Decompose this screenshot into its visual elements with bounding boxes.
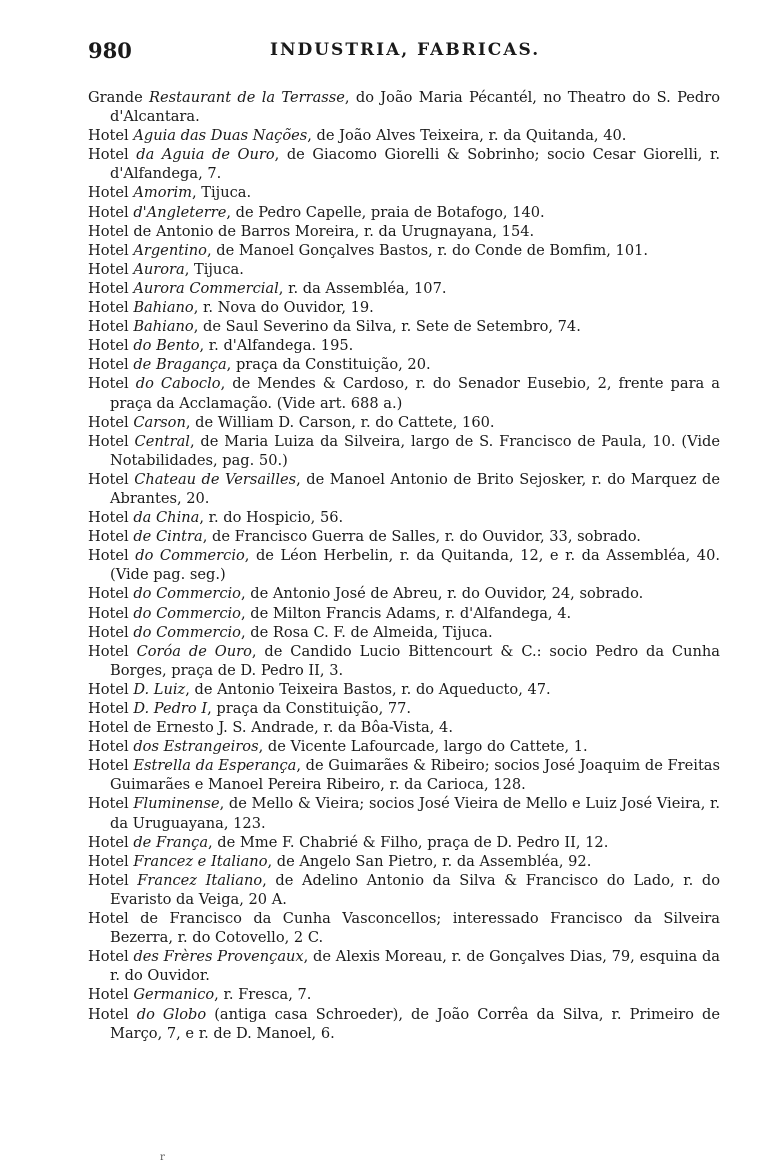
entry-details: , do João Maria Pécantél, no Theatro do S. Pedro d'Alcantara.: [110, 89, 720, 126]
list-item: [88, 508, 720, 527]
hotel-entry-list: [88, 88, 720, 1043]
entry-lead: Hotel: [88, 279, 134, 297]
entry-lead: Hotel: [88, 623, 134, 641]
entry-lead: Hotel: [88, 299, 134, 317]
list-item: [88, 260, 720, 279]
establishment-name: Restaurant de la Terrasse: [149, 89, 345, 106]
entry-details: , Tijuca.: [184, 260, 244, 278]
entry-lead: Hotel: [88, 871, 138, 889]
entry-lead: Hotel: [88, 470, 135, 488]
establishment-name: do Commercio: [133, 623, 241, 641]
list-item: [88, 413, 720, 432]
entry-details: , de Milton Francis Adams, r. d'Alfandega, 4.: [240, 604, 572, 622]
establishment-name: d'Angleterre: [133, 203, 227, 221]
entry-lead: Grande: [88, 89, 150, 106]
establishment-name: dos Estrangeiros: [133, 738, 259, 756]
establishment-name: Francez e Italiano: [133, 852, 268, 870]
list-item: [88, 756, 720, 794]
list-item: [88, 470, 720, 508]
entry-lead: Hotel: [88, 833, 134, 851]
list-item: [88, 355, 720, 374]
establishment-name: Bahiano: [133, 299, 194, 317]
establishment-name: Bahiano: [133, 318, 194, 336]
list-item: [88, 298, 720, 317]
list-item: [88, 680, 720, 699]
running-title: INDUSTRIA, FABRICAS.: [270, 40, 541, 60]
entry-lead: Hotel: [88, 184, 134, 202]
list-item: [88, 145, 720, 183]
entry-details: , de Mello & Vieira; socios José Vieira de Mello e Luiz José Vieira, r. da Uruguayana, 123.: [110, 795, 720, 832]
entry-lead: Hotel: [88, 375, 136, 393]
establishment-name: des Frères Provençaux: [133, 948, 304, 966]
list-item: [88, 336, 720, 355]
list-item: [88, 871, 720, 909]
entry-lead: Hotel: [88, 337, 134, 355]
entry-details: , de Adelino Antonio da Silva & Francisco do Lado, r. do Evaristo da Veiga, 20 A.: [110, 871, 721, 908]
list-item: [88, 623, 720, 642]
entry-details: , r. da Assembléa, 107.: [278, 279, 447, 297]
entry-lead: Hotel: [88, 356, 134, 374]
entry-details: , de Angelo San Pietro, r. da Assembléa, 92.: [267, 852, 592, 870]
list-item: [88, 604, 720, 623]
establishment-name: Chateau de Versailles: [134, 470, 297, 488]
entry-lead: Hotel: [88, 432, 135, 450]
establishment-name: da Aguia de Ouro: [136, 146, 275, 164]
entry-details: , de Antonio José de Abreu, r. do Ouvidor, 24, sobrado.: [240, 585, 644, 603]
entry-lead: Hotel: [88, 127, 134, 145]
list-item: [88, 374, 720, 412]
entry-lead: Hotel: [88, 757, 134, 775]
list-item: [88, 279, 720, 298]
entry-lead: Hotel: [88, 738, 134, 756]
entry-details: , praça da Constituição, 20.: [226, 356, 431, 374]
establishment-name: Francez Italiano: [137, 871, 263, 889]
list-item: [88, 947, 720, 985]
list-item: [88, 546, 720, 584]
entry-lead: Hotel: [88, 604, 134, 622]
entry-details: , de Manoel Antonio de Brito Sejosker, r. do Marquez de Abrantes, 20.: [110, 470, 720, 507]
list-item: [88, 222, 720, 241]
establishment-name: do Commercio: [133, 604, 241, 622]
entry-details: , de Alexis Moreau, r. de Gonçalves Dias, 79, esquina da r. do Ouvidor.: [110, 948, 721, 985]
list-item: [88, 317, 720, 336]
establishment-name: de França: [133, 833, 209, 851]
entry-lead: Hotel: [88, 852, 134, 870]
entry-lead: Hotel: [88, 986, 134, 1004]
entry-lead: Hotel: [88, 203, 134, 221]
list-item: [88, 527, 720, 546]
entry-lead: Hotel de Ernesto J. S. Andrade, r. da Bôa-Vista, 4.: [88, 719, 453, 737]
establishment-name: Amorim: [133, 184, 192, 202]
list-item: [88, 794, 720, 832]
entry-details: , de Léon Herbelin, r. da Quitanda, 12, e r. da Assembléa, 40. (Vide pag. seg.): [110, 547, 720, 584]
entry-lead: Hotel: [88, 680, 134, 698]
entry-lead: Hotel: [88, 795, 134, 813]
establishment-name: do Caboclo: [135, 375, 221, 393]
entry-details: , r. Nova do Ouvidor, 19.: [193, 299, 374, 317]
entry-details: , de Giacomo Giorelli & Sobrinho; socio Cesar Giorelli, r. d'Alfandega, 7.: [110, 146, 720, 183]
establishment-name: Germanico: [133, 986, 215, 1004]
entry-details: , de Mendes & Cardoso, r. do Senador Eusebio, 2, frente para a praça da Acclamação. (Vide art. 688 a.): [110, 375, 720, 412]
list-item: [88, 737, 720, 756]
list-item: [88, 432, 720, 470]
establishment-name: Carson: [133, 413, 186, 431]
entry-lead: Hotel de Francisco da Cunha Vasconcellos; interessado Francisco da Silveira Bezerra, r. do Cotovello, 2 C.: [88, 910, 720, 947]
entry-lead: Hotel: [88, 700, 134, 717]
entry-lead: Hotel: [88, 509, 134, 527]
page-header: [88, 38, 728, 66]
entry-lead: Hotel: [88, 948, 134, 966]
entry-lead: Hotel: [88, 585, 134, 603]
establishment-name: Fluminense: [133, 795, 220, 813]
entry-lead: Hotel de Antonio de Barros Moreira, r. da Urugnayana, 154.: [88, 222, 535, 240]
list-item: [88, 642, 720, 680]
list-item: [88, 833, 720, 852]
establishment-name: do Globo: [136, 1005, 207, 1023]
entry-details: , de Antonio Teixeira Bastos, r. do Aqueducto, 47.: [185, 680, 551, 698]
establishment-name: Aguia das Duas Nações: [133, 127, 308, 145]
list-item: [88, 88, 720, 126]
entry-details: , r. do Hospicio, 56.: [199, 509, 344, 527]
list-item: [88, 1005, 720, 1043]
list-item: [88, 985, 720, 1004]
entry-details: , de Vicente Lafourcade, largo do Cattete, 1.: [258, 738, 588, 756]
establishment-name: Argentino: [133, 241, 207, 259]
list-item: [88, 852, 720, 871]
list-item: [88, 241, 720, 260]
list-item: [88, 183, 720, 202]
list-item: [88, 203, 720, 222]
page-number: 980: [88, 38, 132, 63]
list-item: [88, 699, 720, 718]
establishment-name: Aurora: [133, 260, 185, 278]
establishment-name: Central: [134, 432, 190, 450]
establishment-name: do Commercio: [135, 547, 245, 565]
establishment-name: Coróa de Ouro: [136, 642, 252, 660]
establishment-name: D. Luiz: [133, 680, 186, 698]
entry-details: , de William D. Carson, r. do Cattete, 160.: [185, 413, 495, 431]
entry-details: , praça da Constituição, 77.: [207, 700, 412, 717]
entry-lead: Hotel: [88, 146, 137, 164]
entry-details: , r. Fresca, 7.: [214, 986, 312, 1004]
entry-details: , de Maria Luiza da Silveira, largo de S. Francisco de Paula, 10. (Vide Notabilidades, pag. 50.): [110, 432, 721, 469]
entry-details: , Tijuca.: [191, 184, 252, 202]
entry-lead: Hotel: [88, 241, 134, 259]
entry-details: , de Candido Lucio Bittencourt & C.: socio Pedro da Cunha Borges, praça de D. Pedro II, 3.: [110, 642, 720, 679]
entry-details: , de Manoel Gonçalves Bastos, r. do Conde de Bomfim, 101.: [206, 241, 649, 259]
entry-lead: Hotel: [88, 413, 134, 431]
entry-details: , de Saul Severino da Silva, r. Sete de Setembro, 74.: [193, 318, 581, 336]
establishment-name: de Cintra: [133, 528, 203, 546]
entry-lead: Hotel: [88, 1005, 137, 1023]
establishment-name: do Bento: [133, 337, 200, 355]
list-item: [88, 718, 720, 737]
entry-lead: Hotel: [88, 547, 136, 565]
entry-details: , de Francisco Guerra de Salles, r. do Ouvidor, 33, sobrado.: [202, 528, 641, 546]
entry-lead: Hotel: [88, 528, 134, 546]
entry-details: , de João Alves Teixeira, r. da Quitanda, 40.: [307, 127, 627, 145]
entry-details: , de Pedro Capelle, praia de Botafogo, 140.: [226, 203, 545, 221]
establishment-name: da China: [133, 509, 200, 527]
establishment-name: D. Pedro I: [133, 700, 208, 717]
establishment-name: Aurora Commercial: [133, 279, 279, 297]
list-item: [88, 126, 720, 145]
entry-details: (antiga casa Schroeder), de João Corrêa da Silva, r. Primeiro de Março, 7, e r. de D. Manoel, 6.: [110, 1005, 720, 1042]
entry-lead: Hotel: [88, 642, 137, 660]
establishment-name: Estrella da Esperança: [133, 757, 297, 775]
list-item: [88, 584, 720, 603]
establishment-name: do Commercio: [133, 585, 241, 603]
entry-details: , r. d'Alfandega. 195.: [199, 337, 354, 355]
establishment-name: de Bragança: [133, 356, 227, 374]
entry-lead: Hotel: [88, 260, 134, 278]
entry-details: , de Guimarães & Ribeiro; socios José Joaquim de Freitas Guimarães e Manoel Pereira Ribeiro, r. da Carioca, 128.: [110, 757, 720, 794]
entry-details: , de Rosa C. F. de Almeida, Tijuca.: [240, 623, 493, 641]
printing-speck: r: [160, 1152, 165, 1163]
list-item: [88, 909, 720, 947]
entry-lead: Hotel: [88, 318, 134, 336]
entry-details: , de Mme F. Chabrié & Filho, praça de D. Pedro II, 12.: [208, 833, 609, 851]
